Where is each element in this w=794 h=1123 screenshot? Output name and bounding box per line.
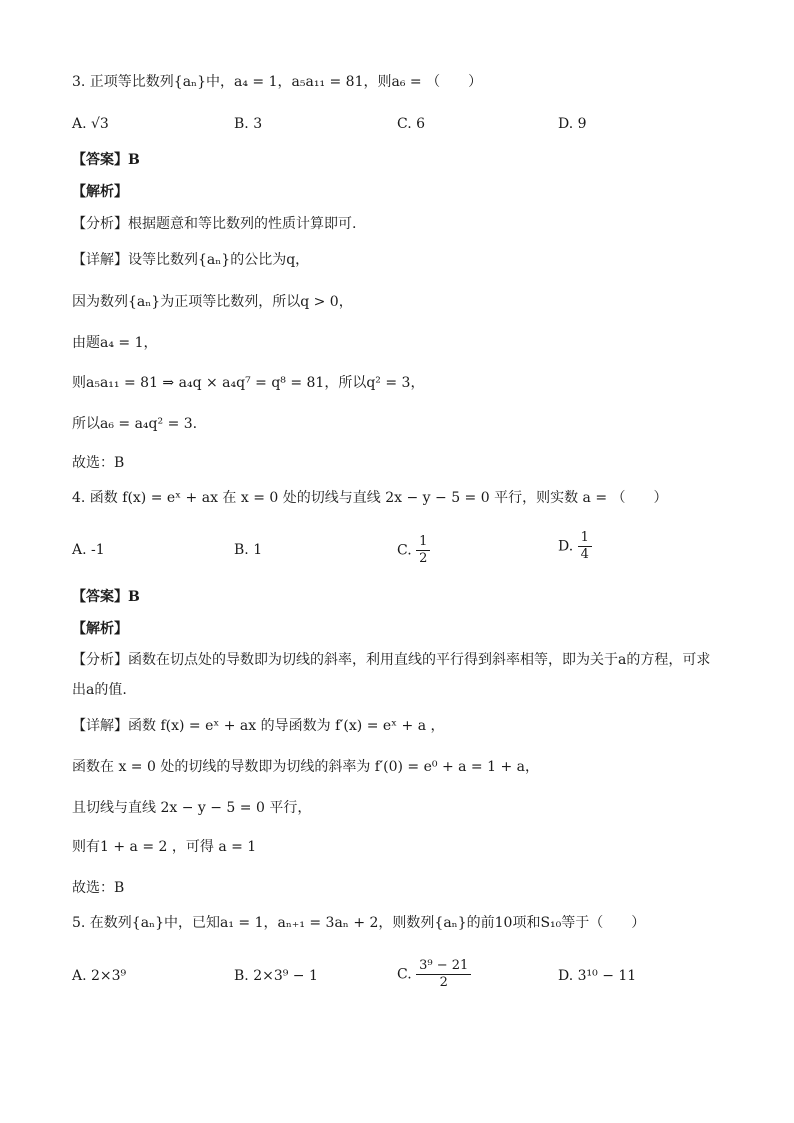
q4-option-b: B. 1 — [234, 542, 263, 558]
fraction-denominator: 4 — [580, 547, 589, 562]
q5-option-c — [397, 958, 471, 991]
q5-stem: 5. 在数列{aₙ}中，已知a₁ = 1，aₙ₊₁ = 3aₙ + 2，则数列{aₙ}的前10项和S₁₀等于（ ） — [72, 915, 646, 931]
q3-option-c: C. 6 — [397, 116, 426, 132]
q4-detail-line: 【详解】函数 f(x) = eˣ + ax 的导函数为 f′(x) = eˣ + a ， — [72, 718, 445, 734]
q3-answer: 【答案】B — [72, 152, 140, 168]
q3-detail-line: 所以a₆ = a₄q² = 3. — [72, 416, 198, 432]
fraction-numerator: 1 — [578, 530, 592, 547]
q4-analysis-label: 【解析】 — [72, 621, 128, 637]
q3-analysis-label: 【解析】 — [72, 184, 128, 200]
q4-option-a: A. -1 — [72, 542, 105, 558]
fraction-numerator: 3⁹ − 21 — [416, 958, 471, 975]
fraction-denominator: 2 — [419, 551, 428, 566]
q4-detail-line: 函数在 x = 0 处的切线的导数即为切线的斜率为 f′(0) = e⁰ + a = 1 + a， — [72, 759, 539, 775]
q4-detail-line: 且切线与直线 2x − y − 5 = 0 平行， — [72, 800, 312, 816]
q3-fenxi: 【分析】根据题意和等比数列的性质计算即可. — [72, 216, 357, 232]
q4-choice: 故选：B — [72, 880, 125, 896]
q4-detail-line: 则有1 + a = 2 ，可得 a = 1 — [72, 839, 257, 855]
q5-option-d: D. 3¹⁰ − 11 — [558, 968, 637, 984]
fraction-denominator: 2 — [439, 975, 448, 990]
q4-stem: 4. 函数 f(x) = eˣ + ax 在 x = 0 处的切线与直线 2x − y − 5 = 0 平行，则实数 a = （ ） — [72, 490, 668, 506]
q4-option-c — [397, 534, 430, 567]
q3-detail-line: 【详解】设等比数列{aₙ}的公比为q， — [72, 252, 310, 268]
q5-option-c-label: C. — [397, 966, 417, 983]
q4-option-c-fraction — [416, 534, 430, 567]
q3-option-b: B. 3 — [234, 116, 263, 132]
fraction-numerator: 1 — [416, 534, 430, 551]
q3-detail-line: 由题a₄ = 1， — [72, 335, 158, 351]
q3-stem: 3. 正项等比数列{aₙ}中，a₄ = 1，a₅a₁₁ = 81，则a₆ = （ ） — [72, 74, 483, 90]
q3-detail-line: 则a₅a₁₁ = 81 ⇒ a₄q × a₄q⁷ = q⁸ = 81，所以q² = 3， — [72, 375, 425, 391]
q4-option-d — [558, 530, 592, 563]
q4-fenxi-cont: 出a的值. — [72, 682, 127, 698]
q5-option-a: A. 2×3⁹ — [72, 968, 127, 984]
q3-choice: 故选：B — [72, 455, 125, 471]
q4-answer: 【答案】B — [72, 589, 140, 605]
q4-fenxi: 【分析】函数在切点处的导数即为切线的斜率，利用直线的平行得到斜率相等，即为关于a的方程，可求 — [72, 652, 711, 668]
q5-option-c-fraction — [416, 958, 471, 991]
q4-option-d-fraction — [578, 530, 592, 563]
q3-option-a: A. √3 — [72, 116, 109, 132]
q4-option-c-label: C. — [397, 542, 417, 559]
q3-detail-line: 因为数列{aₙ}为正项等比数列，所以q > 0， — [72, 294, 353, 310]
q4-option-d-label: D. — [558, 538, 578, 555]
q5-option-b: B. 2×3⁹ − 1 — [234, 968, 318, 984]
q3-option-d: D. 9 — [558, 116, 587, 132]
